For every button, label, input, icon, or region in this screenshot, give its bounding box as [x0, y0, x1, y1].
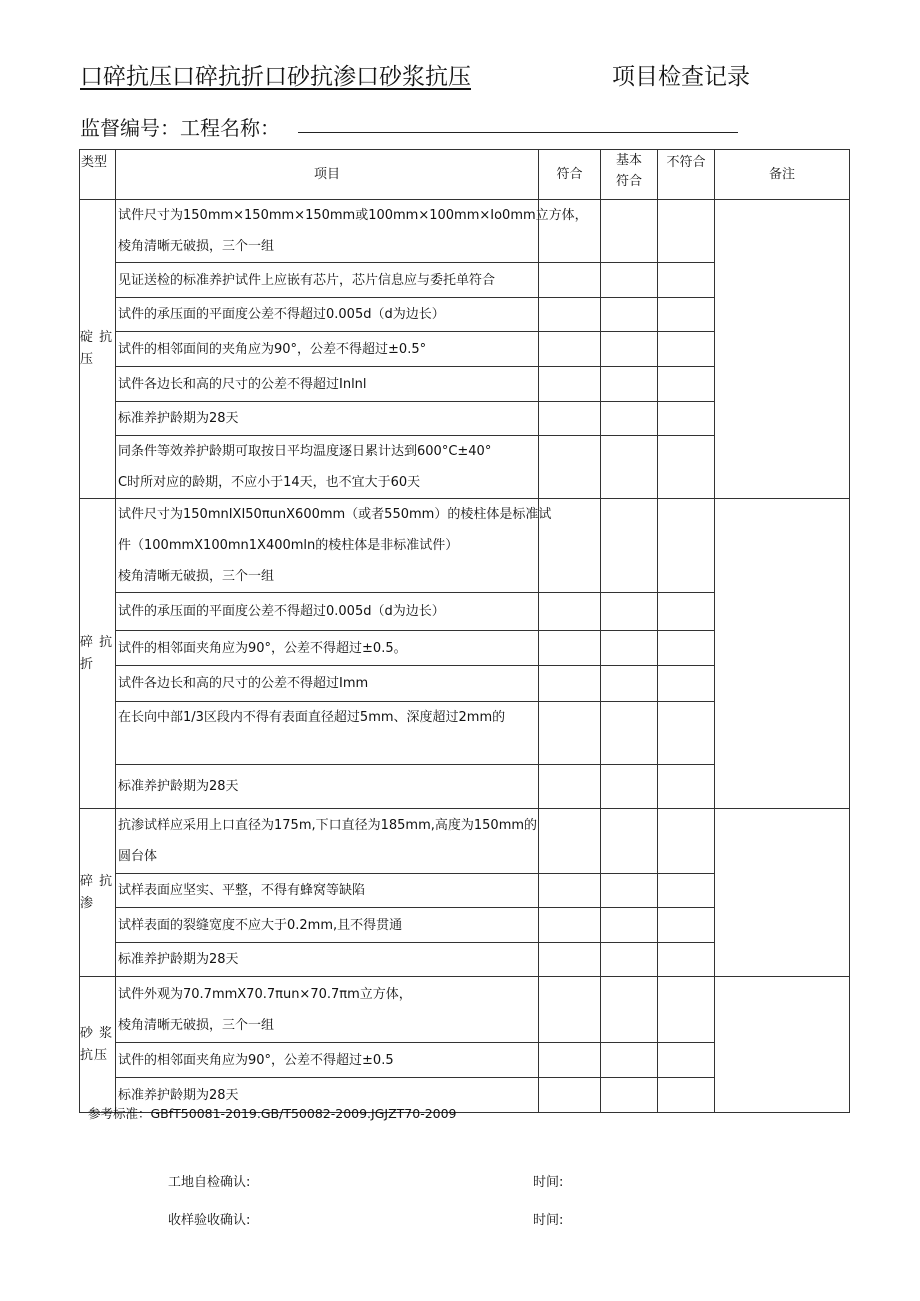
basic-pass-checkbox-cell[interactable] [601, 765, 658, 809]
check-item [116, 332, 539, 367]
fail-checkbox-cell[interactable] [658, 666, 715, 702]
fail-checkbox-cell[interactable] [658, 908, 715, 943]
check-item [116, 499, 552, 593]
header-fail: 不符合 [658, 150, 715, 200]
check-item-text: 试件的承压面的平面度公差不得超过0.005d（d为边长） [118, 307, 445, 322]
fail-checkbox-cell[interactable] [658, 499, 715, 593]
fail-checkbox-cell[interactable] [658, 593, 715, 631]
fail-checkbox-cell[interactable] [658, 874, 715, 908]
basic-pass-checkbox-cell[interactable] [601, 332, 658, 367]
check-item [116, 977, 539, 1043]
basic-pass-checkbox-cell[interactable] [601, 977, 658, 1043]
category-label: 碎 抗 [80, 873, 114, 889]
header-basic-pass [601, 150, 658, 200]
pass-checkbox-cell[interactable] [539, 332, 601, 367]
category-label: 砂 浆 [80, 1025, 114, 1041]
check-item-text: C时所对应的龄期，不应小于14天，也不宜大于60天 [118, 475, 421, 490]
check-item-text: 见证送检的标准养护试件上应嵌有芯片，芯片信息应与委托单符合 [118, 272, 496, 288]
basic-pass-checkbox-cell[interactable] [601, 809, 658, 874]
basic-pass-checkbox-cell[interactable] [601, 666, 658, 702]
check-item-text: 棱角清晰无破损，三个一组 [118, 239, 275, 254]
basic-pass-checkbox-cell[interactable] [601, 631, 658, 666]
table-row [80, 499, 850, 593]
supervision-project-label: 监督编号：工程名称： [80, 116, 280, 140]
check-item-text: 试样表面应坚实、平整，不得有蜂窝等缺陷 [118, 883, 366, 898]
fail-checkbox-cell[interactable] [658, 436, 715, 499]
pass-checkbox-cell[interactable] [539, 874, 601, 908]
category-label: 抗压 [80, 1047, 109, 1063]
pass-checkbox-cell[interactable] [539, 702, 601, 765]
category-label: 渗 [80, 895, 95, 911]
pass-checkbox-cell[interactable] [539, 436, 601, 499]
check-item-text: 试件的相邻面夹角应为90°，公差不得超过±0.5 [118, 1052, 394, 1068]
fail-checkbox-cell[interactable] [658, 367, 715, 402]
pass-checkbox-cell[interactable] [539, 809, 601, 874]
fail-checkbox-cell[interactable] [658, 809, 715, 874]
category-label: 碎 抗 [80, 634, 114, 650]
fail-checkbox-cell[interactable] [658, 1078, 715, 1113]
check-item-text: 抗渗试样应采用上口直径为175m,下口直径为185mm,高度为150mm的 [118, 818, 538, 833]
pass-checkbox-cell[interactable] [539, 977, 601, 1043]
check-item-text: 试件外观为70.7mmX70.7πun×70.7πm立方体， [118, 986, 412, 1002]
check-item-text: 标准养护龄期为28天 [118, 411, 239, 426]
check-item-text: 标准养护龄期为28天 [118, 779, 239, 794]
pass-checkbox-cell[interactable] [539, 1078, 601, 1113]
remark-cell[interactable] [715, 809, 850, 977]
header-basic-pass-line1: 基本 [615, 153, 642, 168]
check-item [116, 263, 539, 298]
fail-checkbox-cell[interactable] [658, 402, 715, 436]
pass-checkbox-cell[interactable] [539, 908, 601, 943]
basic-pass-checkbox-cell[interactable] [601, 200, 658, 263]
category-label: 压 [80, 352, 95, 367]
remark-cell[interactable] [715, 977, 850, 1113]
header-type: 类型 [80, 150, 116, 200]
check-item [116, 702, 539, 765]
check-item [116, 402, 539, 436]
fail-checkbox-cell[interactable] [658, 263, 715, 298]
header-basic-pass-line2: 符合 [615, 174, 642, 189]
check-item-text: 件（100mmX100mn1X400mln的棱柱体是非标准试件） [118, 538, 459, 553]
page-title-categories: 口碎抗压口碎抗折口砂抗渗口砂浆抗压 [80, 64, 471, 90]
basic-pass-checkbox-cell[interactable] [601, 908, 658, 943]
check-item-text: 标准养护龄期为28天 [118, 1087, 239, 1103]
header-remark: 备注 [715, 150, 850, 200]
table-row [80, 809, 850, 874]
pass-checkbox-cell[interactable] [539, 298, 601, 332]
check-item [116, 874, 539, 908]
site-check-time-label: 时间: [533, 1175, 564, 1190]
pass-checkbox-cell[interactable] [539, 263, 601, 298]
fail-checkbox-cell[interactable] [658, 200, 715, 263]
project-name-field[interactable] [298, 132, 738, 133]
basic-pass-checkbox-cell[interactable] [601, 1043, 658, 1078]
check-item-text: 同条件等效养护龄期可取按日平均温度逐日累计达到600°C±40° [118, 444, 492, 459]
basic-pass-checkbox-cell[interactable] [601, 298, 658, 332]
fail-checkbox-cell[interactable] [658, 298, 715, 332]
pass-checkbox-cell[interactable] [539, 765, 601, 809]
pass-checkbox-cell[interactable] [539, 1043, 601, 1078]
category-cell [80, 200, 116, 499]
page-title: 项目检查记录 [612, 64, 750, 90]
pass-checkbox-cell[interactable] [539, 943, 601, 977]
check-item-text [118, 733, 538, 764]
check-item [116, 593, 539, 631]
check-item-text: 棱角清晰无破损，三个一组 [118, 569, 275, 584]
reference-standards: 参考标准：GBfT50081-2019.GB/T50082-2009.JGJZT70-2009 [88, 1106, 457, 1121]
check-item-text: 试件的承压面的平面度公差不得超过0.005d（d为边长） [118, 604, 445, 619]
check-item [116, 436, 539, 499]
table-row [80, 977, 850, 1043]
check-item-text: 棱角清晰无破损，三个一组 [118, 1017, 275, 1033]
check-item-text: 试件尺寸为150mnIXI50πunX600mm（或者550mm）的棱柱体是标准试 [118, 507, 552, 522]
basic-pass-checkbox-cell[interactable] [601, 874, 658, 908]
basic-pass-checkbox-cell[interactable] [601, 436, 658, 499]
category-cell [80, 809, 116, 977]
site-check-label: 工地自检确认: [168, 1175, 251, 1190]
header-pass: 符合 [539, 150, 601, 200]
sample-accept-time-label: 时间: [533, 1213, 564, 1228]
category-label: 折 [80, 656, 95, 672]
check-item-text: 试件各边长和高的尺寸的公差不得超过Inlnl [118, 376, 367, 392]
check-item [116, 200, 588, 263]
basic-pass-checkbox-cell[interactable] [601, 402, 658, 436]
remark-cell[interactable] [715, 200, 850, 499]
fail-checkbox-cell[interactable] [658, 1043, 715, 1078]
basic-pass-checkbox-cell[interactable] [601, 702, 658, 765]
check-item [116, 298, 539, 332]
check-item-text: 试件的相邻面间的夹角应为90°，公差不得超过±0.5° [118, 341, 427, 357]
basic-pass-checkbox-cell[interactable] [601, 367, 658, 402]
check-item [116, 666, 539, 702]
check-item [116, 1043, 539, 1078]
header-item: 项目 [116, 150, 539, 200]
check-item-text: 试件尺寸为150mm×150mm×150mm或100mm×100mm×Io0mm立方体， [118, 208, 588, 223]
fail-checkbox-cell[interactable] [658, 765, 715, 809]
check-item-text: 试样表面的裂缝宽度不应大于0.2mm,且不得贯通 [118, 917, 403, 933]
pass-checkbox-cell[interactable] [539, 666, 601, 702]
table-row [80, 200, 850, 263]
check-item-text: 圆台体 [118, 849, 158, 864]
basic-pass-checkbox-cell[interactable] [601, 1078, 658, 1113]
fail-checkbox-cell[interactable] [658, 631, 715, 666]
check-item [116, 908, 539, 943]
category-label: 碇 抗 [80, 330, 114, 345]
basic-pass-checkbox-cell[interactable] [601, 263, 658, 298]
sample-accept-label: 收样验收确认: [168, 1213, 251, 1228]
category-cell [80, 977, 116, 1113]
basic-pass-checkbox-cell[interactable] [601, 943, 658, 977]
inspection-table [79, 149, 850, 1113]
basic-pass-checkbox-cell[interactable] [601, 499, 658, 593]
pass-checkbox-cell[interactable] [539, 631, 601, 666]
fail-checkbox-cell[interactable] [658, 943, 715, 977]
fail-checkbox-cell[interactable] [658, 702, 715, 765]
pass-checkbox-cell[interactable] [539, 367, 601, 402]
category-cell [80, 499, 116, 809]
check-item [116, 765, 539, 809]
check-item-text: 标准养护龄期为28天 [118, 952, 239, 967]
check-item-text: 试件的相邻面夹角应为90°，公差不得超过±0.5。 [118, 640, 407, 656]
fail-checkbox-cell[interactable] [658, 977, 715, 1043]
remark-cell[interactable] [715, 499, 850, 809]
check-item-text: 在长向中部1/3区段内不得有表面直径超过5mm、深度超过2mm的 [118, 710, 506, 725]
check-item [116, 367, 539, 402]
table-header-row [80, 150, 850, 200]
fail-checkbox-cell[interactable] [658, 332, 715, 367]
check-item [116, 943, 539, 977]
basic-pass-checkbox-cell[interactable] [601, 593, 658, 631]
pass-checkbox-cell[interactable] [539, 593, 601, 631]
pass-checkbox-cell[interactable] [539, 402, 601, 436]
check-item [116, 631, 539, 666]
check-item-text: 试件各边长和高的尺寸的公差不得超过Imm [118, 676, 369, 691]
check-item [116, 809, 539, 874]
